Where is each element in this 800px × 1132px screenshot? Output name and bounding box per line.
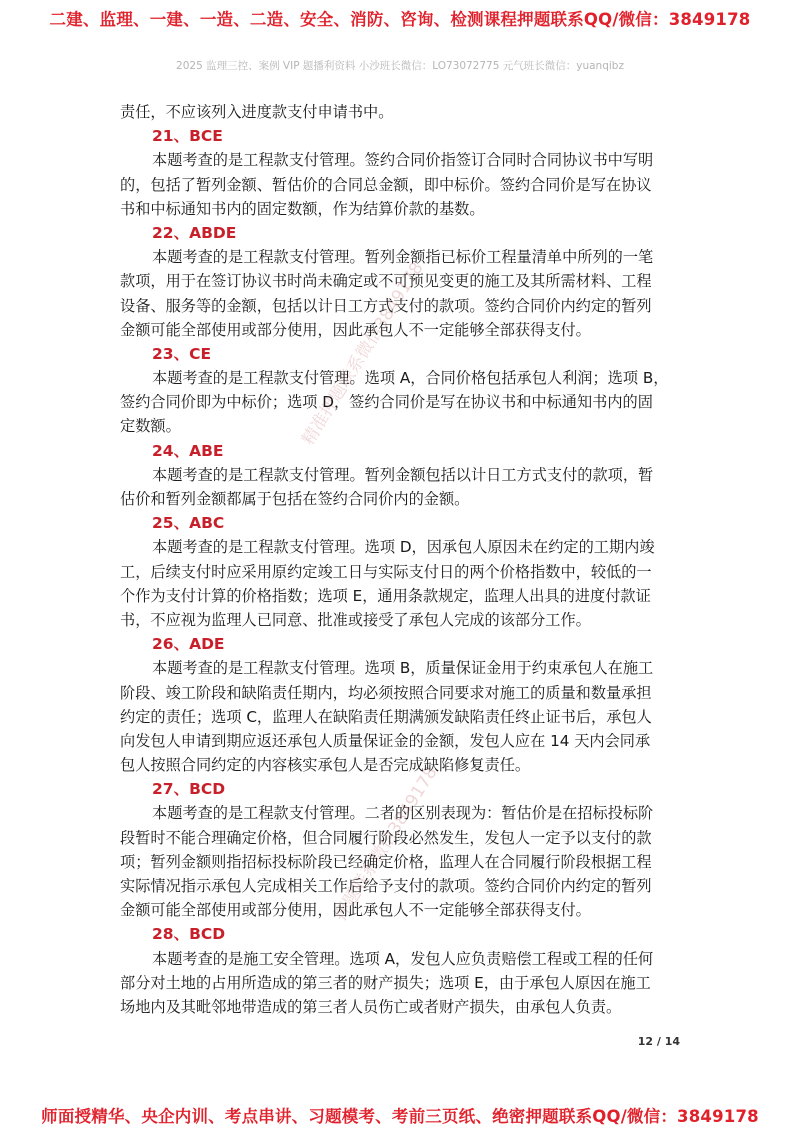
watermark-lower: 押题联系微信3849178 [330,763,442,925]
body-text-line: 工，后续支付时应采用原约定竣工日与实际支付日的两个价格指数中，较低的一 [120,562,652,581]
body-text-line: 本题考查的是工程款支付管理。选项 B，质量保证金用于约束承包人在施工 [152,659,654,678]
body-text-line: 约定的责任；选项 C，监理人在缺陷责任期满颁发缺陷责任终止证书后，承包人 [120,707,652,726]
body-text-line: 签约合同价即为中标价；选项 D，签约合同价是写在协议书和中标通知书内的固 [120,393,653,412]
body-text-line: 款项，用于在签订协议书时尚未确定或不可预见变更的施工及其所需材料、工程 [120,272,652,291]
document-body [120,100,680,1019]
watermark-upper: 精准押题联系微信3849178 [298,258,428,449]
body-text-line: 本题考查的是工程款支付管理。选项 A，合同价格包括承包人利润；选项 B， [152,369,669,388]
answer-heading: 22、ABDE [152,223,237,242]
answer-heading: 25、ABC [152,514,225,533]
body-text-line: 金额可能全部使用或部分使用，因此承包人不一定能够全部获得支付。 [120,901,591,920]
body-text-line: 的，包括了暂列金额、暂估价的合同总金额，即中标价。签约合同价是写在协议 [120,175,652,194]
body-text-line: 本题考查的是施工安全管理。选项 A，发包人应负责赔偿工程或工程的任何 [152,949,654,968]
answer-heading: 26、ADE [152,635,225,654]
body-text-line: 场地内及其毗邻地带造成的第三者人员伤亡或者财产损失，由承包人负责。 [120,997,622,1016]
body-text-line: 个作为支付计算的价格指数；选项 E，通用条款规定，监理人出具的进度付款证 [120,586,651,605]
answer-heading: 21、BCE [152,127,223,146]
body-text-line: 责任，不应该列入进度款支付申请书中。 [120,103,394,121]
body-text-line: 估价和暂列金额都属于包括在签约合同价内的金额。 [120,490,470,508]
answer-heading: 23、CE [152,344,212,363]
body-text-line: 定数额。 [120,417,181,436]
body-text-line: 包人按照合同约定的内容核实承包人是否完成缺陷修复责任。 [120,756,531,775]
body-text-line: 本题考查的是工程款支付管理。暂列金额包括以计日工方式支付的款项，暂 [152,465,654,484]
bottom-promo-banner: 师面授精华、央企内训、考点串讲、习题模考、考前三页纸、绝密押题联系QQ/微信：3849178 [41,1107,759,1126]
answer-heading: 24、ABE [152,441,224,460]
body-text-line: 设备、服务等的金额，包括以计日工方式支付的款项。签约合同价内约定的暂列 [120,296,652,315]
body-text-line: 部分对土地的占用所造成的第三者的财产损失；选项 E，由于承包人原因在施工 [120,973,651,992]
top-promo-banner: 二建、监理、一建、一造、二造、安全、消防、咨询、检测课程押题联系QQ/微信：3849178 [49,10,751,29]
body-text-line: 向发包人申请到期应返还承包人质量保证金的金额，发包人应在 14 天内会同承 [120,731,651,750]
page-number: 12 / 14 [637,1035,680,1048]
body-text-line: 书和中标通知书内的固定数额，作为结算价款的基数。 [120,199,485,218]
body-text-line: 实际情况指示承包人完成相关工作后给予支付的款项。签约合同价内约定的暂列 [120,877,652,895]
answer-heading: 28、BCD [152,925,226,944]
body-text-line: 本题考查的是工程款支付管理。选项 D，因承包人原因未在约定的工期内竣 [152,538,655,557]
document-sub-header: 2025 监理三控、案例 VIP 题播利资料 小沙班长微信：LO73072775 元气班长微信：yuanqibz [176,60,624,72]
body-text-line: 阶段、竣工阶段和缺陷责任期内，均必须按照合同要求对施工的质量和数量承担 [120,683,652,702]
body-text-line: 项；暂列金额则指招标投标阶段已经确定价格，监理人在合同履行阶段根据工程 [120,852,652,871]
body-text-line: 书，不应视为监理人已同意、批准或接受了承包人完成的该部分工作。 [120,610,591,629]
body-text-line: 本题考查的是工程款支付管理。暂列金额指已标价工程量清单中所列的一笔 [152,248,654,267]
answer-heading: 27、BCD [152,780,226,799]
body-text-line: 本题考查的是工程款支付管理。签约合同价指签订合同时合同协议书中写明 [152,151,654,170]
body-text-line: 本题考查的是工程款支付管理。二者的区别表现为：暂估价是在招标投标阶 [152,804,654,823]
body-text-line: 金额可能全部使用或部分使用，因此承包人不一定能够全部获得支付。 [120,320,591,339]
body-text-line: 段暂时不能合理确定价格，但合同履行阶段必然发生，发包人一定予以支付的款 [120,828,652,847]
